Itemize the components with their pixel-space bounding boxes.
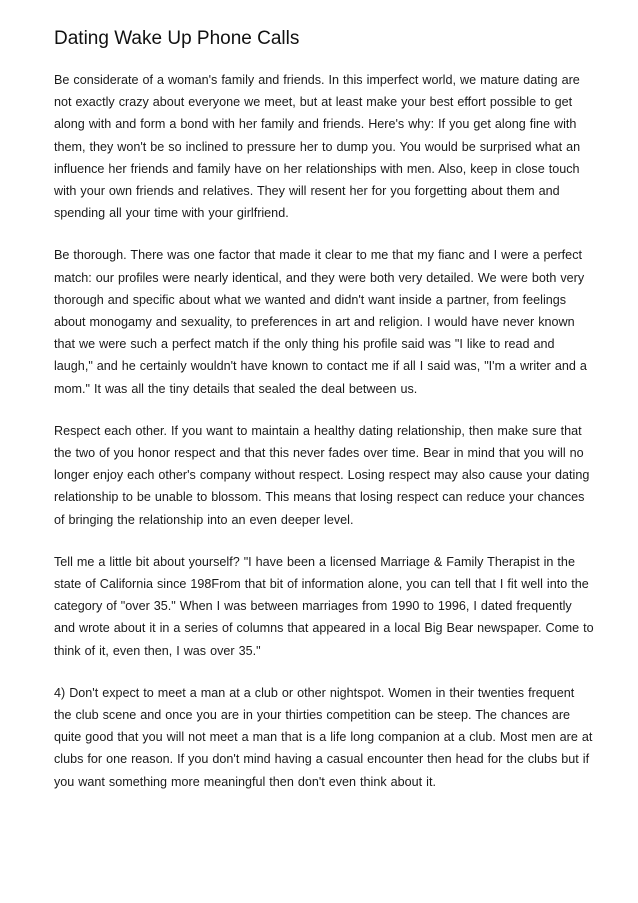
paragraph-about-yourself: Tell me a little bit about yourself? "I have been a licensed Marriage & Family Therapist in the state of California since 198From that bit of information alone, you can tell that I fit well into the category of "over 35." When I was between marriages from 1990 to 1996, I dated frequently and wrote about it in a series of columns that appeared in a local Big Bear newspaper. Come to think of it, even then, I was over 35." (54, 554, 594, 658)
paragraph-be-thorough: Be thorough. There was one factor that made it clear to me that my fianc and I were a perfect match: our profiles were nearly identical, and they were both very detailed. We were both very thorough and specific about what we wanted and didn't want inside a partner, from feelings about monogamy and sexuality, to preferences in art and religion. I would have never known that we were such a perfect match if the only thing his profile said was "I like to read and laugh," and he certainly wouldn't have known to contact me if all I said was, "I'm a writer and a mom." It was all the tiny details that sealed the deal between us. (54, 248, 587, 396)
document-page (54, 27, 594, 813)
paragraph-club-nightspot: 4) Don't expect to meet a man at a club or other nightspot. Women in their twenties frequent the club scene and once you are in your thirties competition can be steep. The chances are quite good that you will not meet a man that is a life long companion at a club. Most men are at clubs for one reason. If you don't mind having a casual encounter then head for the clubs but if you want something more meaningful then don't even think about it. (54, 685, 593, 789)
paragraph-respect-each-other: Respect each other. If you want to maintain a healthy dating relationship, then make sure that the two of you honor respect and that this never fades over time. Bear in mind that you will no longer enjoy each other's company without respect. Losing respect may also cause your dating relationship to be unable to blossom. This means that losing respect can reduce your chances of bringing the relationship into an even deeper level. (54, 423, 590, 527)
paragraph-family-and-friends: Be considerate of a woman's family and friends. In this imperfect world, we mature dating are not exactly crazy about everyone we meet, but at least make your best effort possible to get along with and form a bond with her family and friends. Here's why: If you get along fine with them, they won't be so inclined to pressure her to dump you. You would be surprised what an influence her friends and family have on her relationships with men. Also, keep in close touch with your own friends and relatives. They will resent her for you forgetting about them and spending all your time with your girlfriend. (54, 73, 581, 221)
document-title: Dating Wake Up Phone Calls (54, 28, 300, 49)
